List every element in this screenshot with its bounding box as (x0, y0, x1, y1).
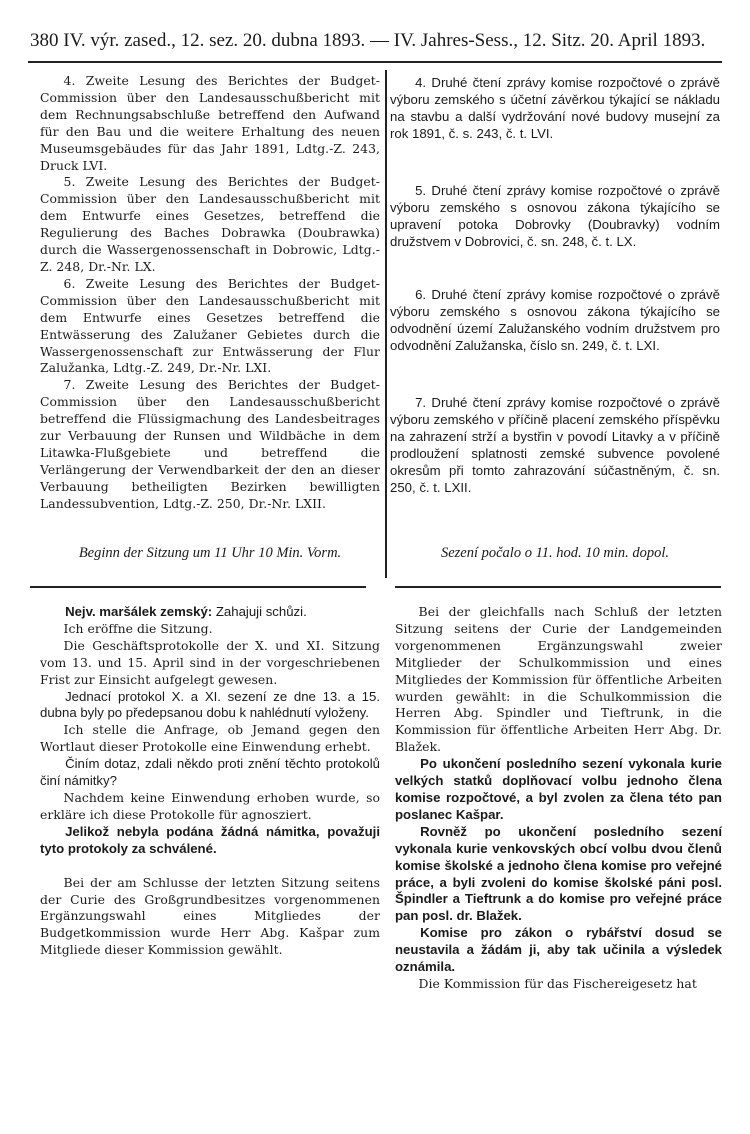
session-start-czech: Sezení počalo o 11. hod. 10 min. dopol. (440, 545, 670, 561)
agenda-item-cz-6: 6. Druhé čtení zprávy komise rozpočtové o zprávě výboru zemského s osnovou zákona týkajícího se odvodnění území Zalužanského vodním družstvem pro odvodnění Zalužanska, číslo sn. 249, č. t. LXI. (390, 287, 720, 353)
agenda-item-de-5: 5. Zweite Lesung des Berichtes der Budget-Commission über den Landesausschußbericht mit dem Entwurfe eines Gesetzes, betreffend die Regulierung des Baches Dobrawka (Doubrawka) durch die Wassergenossenschaft in Dobrowic, Ldtg.-Z. 248, Dr.-Nr. LX. (40, 174, 380, 274)
agenda-item-cz-7-wrap (390, 395, 720, 496)
agenda-item-cz-4: 4. Druhé čtení zprávy komise rozpočtové o zprávě výboru zemského s účetní závěrkou týkající se nákladu na stavbu a další vydržování nové budovy musejní za rok 1891, č. s. 243, č. t. LVI. (390, 75, 720, 141)
paragraph-cz: Rovněž po ukončení posledního sezení vykonala kurie venkovských obcí volbu dvou členů komise školské a jednoho člena komise pro veřejné práce, a byli zvoleni do komise školské páni posl. Špindler a Tieftrunk a do komise pro veřejné práce pan posl. dr. Blažek. (395, 823, 722, 924)
paragraph-de: Die Kommission für das Fischereigesetz hat (418, 975, 697, 991)
paragraph-gap (40, 858, 380, 875)
agenda-item-cz-4-wrap (390, 75, 720, 143)
agenda-item-cz-5: 5. Druhé čtení zprávy komise rozpočtové o zprávě výboru zemského s osnovou zákona týkajícího se upravení potoka Dobrovky (Doubravky) vodním družstvem v Dobrovici, č. sn. 248, č. t. LX. (390, 183, 720, 249)
agenda-item-de-4: 4. Zweite Lesung des Berichtes der Budget-Commission über den Landesausschußbericht mit dem Rechnungsabschluße betreffend den Aufwand für den Bau und die weitere Erhaltung des neuen Museumsgebäudes für das Jahr 1891, Ldtg.-Z. 243, Druck LVI. (40, 73, 380, 173)
paragraph-cz: Po ukončení posledního sezení vykonala kurie velkých statků doplňovací volbu jednoho člena komise rozpočtové, a byl zvolen za člena této pan poslanec Kašpar. (395, 756, 722, 822)
proceedings-right-column (395, 604, 722, 993)
column-divider (385, 70, 387, 578)
header-rule (28, 61, 722, 63)
paragraph-cz: Komise pro zákon o rybářství dosud se neustavila a žádám ji, aby tak učinila a výsledek oznámila. (395, 925, 722, 975)
paragraph-de: Die Geschäftsprotokolle der X. und XI. Sitzung vom 13. und 15. April sind in der vorgeschriebenen Frist zur Einsicht aufgelegt gewesen. (40, 637, 380, 687)
section-rule-left (30, 586, 366, 588)
session-start-german: Beginn der Sitzung um 11 Uhr 10 Min. Vorm. (78, 545, 342, 561)
paragraph-de: Bei der gleichfalls nach Schluß der letzten Sitzung seitens der Curie der Landgemeinden vorgenommenen Ergänzungswahl zweier Mitglieder der Schulkommission und eines Mitgliedes der Kommission für öffentliche Arbeiten wurden gewählt: in die Schulkommission die Herren Abg. Spindler und Tieftrunk, in die Kommission für öffentliche Arbeiten Herr Abg. Dr. Blažek. (395, 604, 722, 755)
opening-text: Zahajuji schůzi. (212, 604, 307, 619)
paragraph-de: Ich eröffne die Sitzung. (63, 620, 213, 636)
agenda-german-column (40, 73, 380, 513)
section-rule-right (395, 586, 721, 588)
paragraph-de: Ich stelle die Anfrage, ob Jemand gegen den Wortlaut dieser Protokolle eine Einwendung erhebt. (40, 722, 380, 755)
opening-paragraph (40, 604, 380, 621)
paragraph-cz: Činím dotaz, zdali někdo proti znění těchto protokolů činí námitky? (40, 756, 380, 789)
paragraph-cz: Jelikož nebyla podána žádná námitka, považuji tyto protokoly za schválené. (40, 823, 380, 856)
speaker-name: Nejv. maršálek zemský: (65, 604, 213, 619)
proceedings-left-column (40, 604, 380, 959)
agenda-item-de-6: 6. Zweite Lesung des Berichtes der Budget-Commission über den Landesausschußbericht mit dem Entwurfe eines Gesetzes betreffend die Entwässerung des Zalužaner Gebietes durch die Wassergenossenschaft zur Entwässerung der Flur Zalužanka, Ldtg.-Z. 249, Dr.-Nr. LXI. (40, 275, 380, 376)
header-text: 380 IV. výr. zased., 12. sez. 20. dubna 1893. — IV. Jahres-Sess., 12. Sitz. 20. April 1893. (30, 30, 706, 51)
paragraph-de: Nachdem keine Einwendung erhoben wurde, so erkläre ich diese Protokolle für agnosziert. (40, 789, 380, 822)
agenda-item-cz-5-wrap (390, 183, 720, 251)
agenda-item-de-7: 7. Zweite Lesung des Berichtes der Budget-Commission über den Landesausschußbericht betreffend die Flüssigmachung des Landesbeitrages zur Verbauung der Runsen und Wildbäche in dem Litawka-Flußgebiete und betreffend die Verlängerung der Verwendbarkeit der den an dieser Verbauung betheiligten Bezirken bewilligten Landessubvention, Ldtg.-Z. 250, Dr.-Nr. LXII. (40, 377, 380, 511)
paragraph-cz: Jednací protokol X. a XI. sezení ze dne 13. a 15. dubna byly po předepsanou dobu k nahlédnutí vyloženy. (40, 688, 380, 721)
agenda-item-cz-6-wrap (390, 287, 720, 355)
page-header (30, 30, 720, 60)
paragraph-de: Bei der am Schlusse der letzten Sitzung seitens der Curie des Großgrundbesitzes vorgenommenen Ergänzungswahl eines Mitgliedes der Budgetkommission wurde Herr Abg. Kašpar zum Mitgliede dieser Kommission gewählt. (40, 874, 380, 958)
agenda-item-cz-7: 7. Druhé čtení zprávy komise rozpočtové o zprávě výboru zemského v příčině placení zemského příspěvku na zahrazení strží a bystřin v povodí Litavky a v příčině prodloužení splatnosti zemské subvence povolené okresům při tomto zahrazování súčastněným, č. sn. 250, č. t. LXII. (390, 395, 720, 495)
